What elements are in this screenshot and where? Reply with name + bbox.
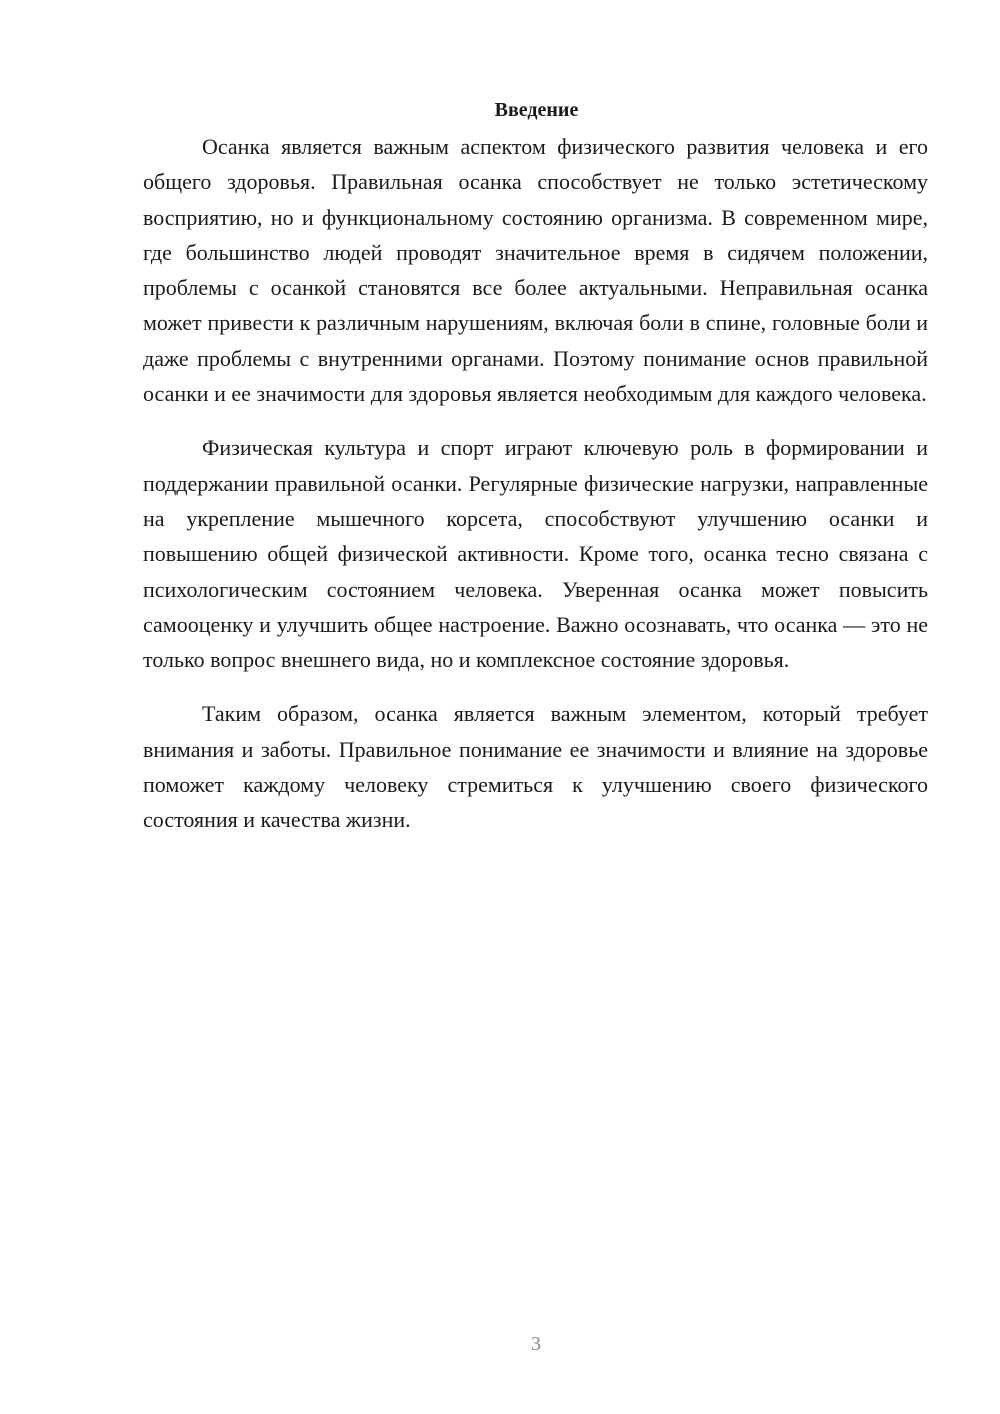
paragraph-2: Физическая культура и спорт играют ключевую роль в формировании и поддержании правильной осанки. Регулярные физические нагрузки, направленные на укрепление мышечного корсета, способствуют улучшению осанки и повышению общей физической активности. Кроме того, осанка тесно связана с психологическим состоянием человека. Уверенная осанка может повысить самооценку и улучшить общее настроение. Важно осознавать, что осанка — это не только вопрос внешнего вида, но и комплексное состояние здоровья.	[143, 435, 928, 673]
page-content	[143, 95, 928, 857]
paragraph-1: Осанка является важным аспектом физического развития человека и его общего здоровья. Правильная осанка способствует не только эстетическому восприятию, но и функциональному состоянию организма. В современном мире, где большинство людей проводят значительное время в сидячем положении, проблемы с осанкой становятся все более актуальными. Неправильная осанка может привести к различным нарушениям, включая боли в спине, головные боли и даже проблемы с внутренними органами. Поэтому понимание основ правильной осанки и ее значимости для здоровья является необходимым для каждого человека.	[143, 134, 928, 407]
page-number: 3	[531, 1333, 541, 1355]
paragraph-3: Таким образом, осанка является важным элементом, который требует внимания и заботы. Правильное понимание ее значимости и влияние на здоровье поможет каждому человеку стремиться к улучшению своего физического состояния и качества жизни.	[143, 701, 928, 833]
section-heading: Введение	[494, 99, 579, 121]
